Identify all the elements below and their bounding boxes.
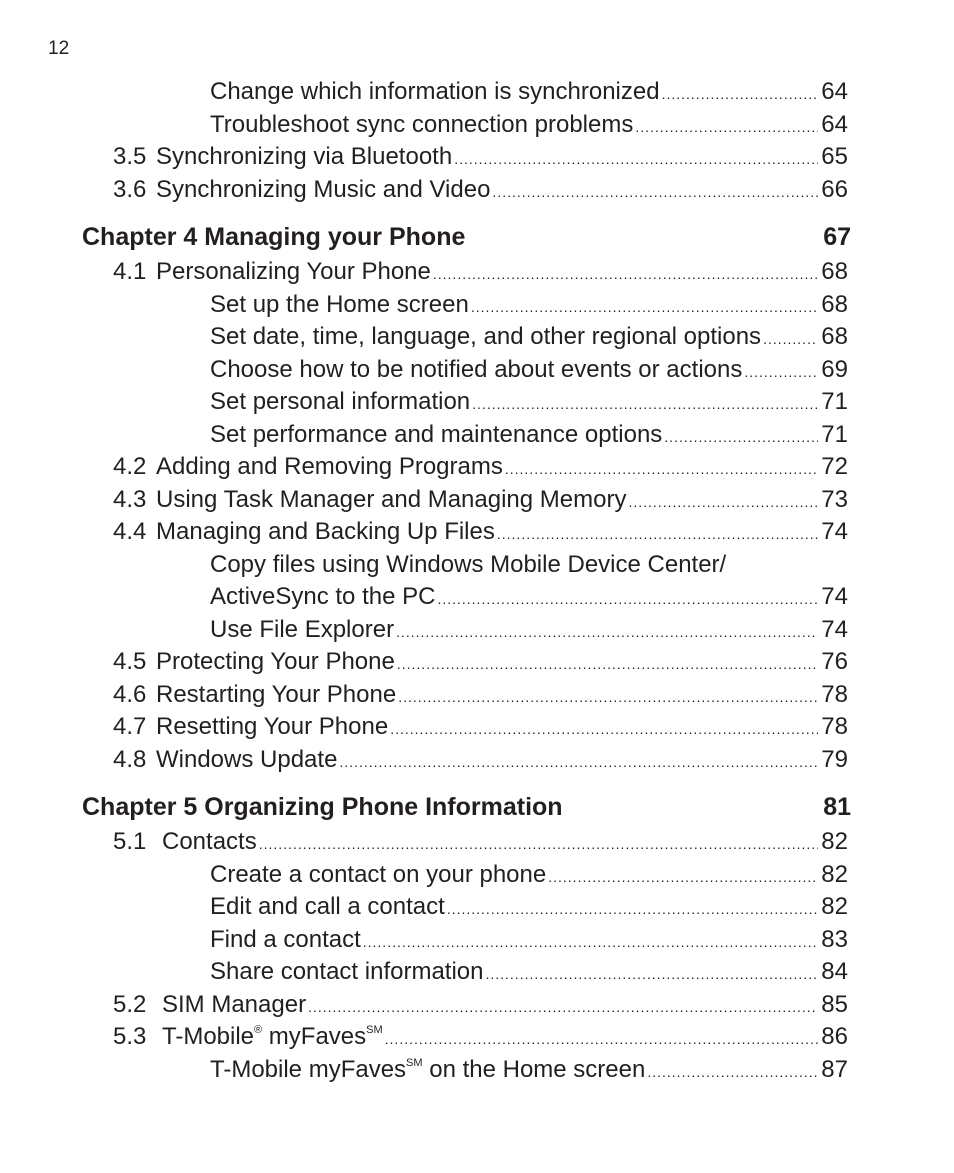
- chapter-heading[interactable]: [0, 218, 954, 256]
- entry-title: Resetting Your Phone: [156, 713, 389, 740]
- dot-leader: [447, 893, 818, 926]
- dot-leader: [647, 1056, 818, 1089]
- page-number: 12: [48, 38, 70, 59]
- entry-title: Change which information is synchronized: [210, 78, 660, 105]
- dot-leader: [437, 583, 818, 616]
- toc-entry[interactable]: [0, 76, 954, 109]
- entry-title: Set date, time, language, and other regional options: [210, 323, 762, 350]
- toc-entry[interactable]: [0, 141, 954, 174]
- entry-title: Personalizing Your Phone: [156, 258, 431, 285]
- toc-entry[interactable]: [0, 826, 954, 859]
- entry-title: Using Task Manager and Managing Memory: [156, 485, 627, 513]
- dot-leader: [744, 356, 818, 389]
- dot-leader: [472, 388, 818, 421]
- entry-page: 64: [821, 78, 848, 105]
- toc-entry[interactable]: [0, 1054, 954, 1087]
- chapter-page: 67: [823, 223, 851, 251]
- dot-leader: [363, 926, 819, 959]
- entry-page: 64: [821, 110, 848, 138]
- dot-leader: [308, 991, 818, 1024]
- section-number: 4.8: [113, 745, 147, 773]
- entry-title: Adding and Removing Programs: [156, 453, 503, 480]
- dot-leader: [397, 648, 818, 681]
- dot-leader: [390, 713, 818, 746]
- toc-entry[interactable]: [0, 711, 954, 744]
- entry-title: Restarting Your Phone: [156, 680, 397, 708]
- chapter-title: Chapter 4 Managing your Phone: [82, 223, 466, 251]
- dot-leader: [259, 828, 819, 861]
- entry-page: 68: [821, 258, 848, 285]
- entry-page: 71: [821, 388, 848, 415]
- toc-entry[interactable]: [0, 679, 954, 712]
- dot-leader: [548, 861, 818, 894]
- dot-leader: [433, 258, 818, 291]
- entry-title: Choose how to be notified about events or actions: [210, 355, 743, 383]
- entry-title: Protecting Your Phone: [156, 648, 395, 675]
- entry-title: Synchronizing via Bluetooth: [156, 143, 453, 170]
- toc-entry-line2[interactable]: [0, 581, 954, 614]
- entry-page: 86: [821, 1023, 848, 1050]
- entry-title-continuation: ActiveSync to the PC: [210, 583, 436, 610]
- toc-entry[interactable]: [0, 484, 954, 517]
- service-mark: SM: [366, 1024, 383, 1036]
- entry-title: [210, 1054, 645, 1087]
- dot-leader: [505, 453, 818, 486]
- toc-entry[interactable]: [0, 256, 954, 289]
- entry-page: 82: [821, 860, 848, 888]
- entry-page: 79: [821, 745, 848, 773]
- toc-entry[interactable]: [0, 859, 954, 892]
- chapter-page: 81: [823, 793, 851, 821]
- dot-leader: [339, 746, 818, 779]
- entry-page: 69: [821, 355, 848, 383]
- entry-title: Share contact information: [210, 958, 484, 985]
- entry-page: 82: [821, 828, 848, 855]
- entry-page: 73: [821, 485, 848, 513]
- entry-title: Edit and call a contact: [210, 893, 445, 920]
- entry-page: 87: [821, 1055, 848, 1083]
- dot-leader: [385, 1023, 819, 1056]
- section-number: 4.3: [113, 485, 147, 513]
- entry-page: 76: [821, 648, 848, 675]
- entry-title: Set personal information: [210, 388, 471, 415]
- toc-entry-line1[interactable]: [0, 549, 954, 582]
- toc-entry[interactable]: [0, 614, 954, 647]
- title-part: T-Mobile myFaves: [210, 1055, 407, 1083]
- entry-page: 65: [821, 143, 848, 170]
- section-number: 5.3: [113, 1023, 147, 1050]
- entry-page: 74: [821, 615, 848, 643]
- entry-page: 83: [821, 925, 848, 953]
- entry-title: Set up the Home screen: [210, 290, 469, 318]
- entry-title: Contacts: [162, 828, 257, 855]
- entry-page: 66: [821, 175, 848, 203]
- toc-entry[interactable]: [0, 1021, 954, 1054]
- dot-leader: [492, 176, 818, 209]
- entry-page: 71: [821, 420, 848, 448]
- entry-title: Synchronizing Music and Video: [156, 175, 491, 203]
- entry-page: 74: [821, 518, 848, 545]
- section-number: 3.5: [113, 143, 147, 170]
- entry-title: Copy files using Windows Mobile Device Center/: [210, 550, 727, 578]
- toc-entry[interactable]: [0, 289, 954, 322]
- entry-page: 82: [821, 893, 848, 920]
- toc-entry[interactable]: [0, 354, 954, 387]
- toc-entry[interactable]: [0, 419, 954, 452]
- section-number: 4.5: [113, 648, 147, 675]
- title-part: on the Home screen: [422, 1055, 646, 1083]
- dot-leader: [398, 681, 818, 714]
- section-number: 5.2: [113, 990, 147, 1018]
- toc-entry[interactable]: [0, 321, 954, 354]
- service-mark: SM: [406, 1056, 423, 1069]
- section-number: 5.1: [113, 828, 147, 855]
- chapter-heading[interactable]: [0, 788, 954, 826]
- section-number: 4.1: [113, 258, 147, 285]
- entry-page: 68: [821, 290, 848, 318]
- toc-entry[interactable]: [0, 516, 954, 549]
- dot-leader: [454, 143, 818, 176]
- registered-mark: ®: [254, 1024, 263, 1036]
- toc-entry[interactable]: [0, 174, 954, 207]
- section-number: 3.6: [113, 175, 147, 203]
- entry-page: 84: [821, 958, 848, 985]
- entry-title: Set performance and maintenance options: [210, 420, 663, 448]
- chapter-title: Chapter 5 Organizing Phone Information: [82, 793, 563, 821]
- entry-page: 78: [821, 680, 848, 708]
- entry-title: Troubleshoot sync connection problems: [210, 110, 634, 138]
- toc-entry[interactable]: [0, 924, 954, 957]
- toc-entry[interactable]: [0, 744, 954, 777]
- dot-leader: [763, 323, 818, 356]
- entry-title: [162, 1021, 383, 1054]
- entry-title: Create a contact on your phone: [210, 860, 547, 888]
- entry-title: Windows Update: [156, 745, 338, 773]
- entry-page: 72: [821, 453, 848, 480]
- title-part: myFaves: [262, 1023, 367, 1050]
- section-number: 4.6: [113, 680, 147, 708]
- title-part: T-Mobile: [162, 1023, 255, 1050]
- dot-leader: [628, 486, 818, 519]
- toc-entry[interactable]: [0, 646, 954, 679]
- dot-leader: [664, 421, 818, 454]
- entry-title: Use File Explorer: [210, 615, 395, 643]
- entry-page: 68: [821, 323, 848, 350]
- dot-leader: [635, 111, 818, 144]
- entry-title: Managing and Backing Up Files: [156, 518, 495, 545]
- entry-title: SIM Manager: [162, 990, 307, 1018]
- section-number: 4.7: [113, 713, 147, 740]
- entry-page: 78: [821, 713, 848, 740]
- dot-leader: [471, 291, 818, 324]
- toc-entry[interactable]: [0, 891, 954, 924]
- toc-entry[interactable]: [0, 989, 954, 1022]
- dot-leader: [396, 616, 818, 649]
- dot-leader: [485, 958, 818, 991]
- entry-page: 74: [821, 583, 848, 610]
- section-number: 4.4: [113, 518, 147, 545]
- toc-entry[interactable]: [0, 109, 954, 142]
- toc-entry[interactable]: [0, 451, 954, 484]
- entry-page: 85: [821, 990, 848, 1018]
- dot-leader: [497, 518, 818, 551]
- entry-title: Find a contact: [210, 925, 361, 953]
- toc-entry[interactable]: [0, 386, 954, 419]
- section-number: 4.2: [113, 453, 147, 480]
- dot-leader: [662, 78, 819, 111]
- table-of-contents: [0, 76, 954, 1086]
- toc-entry[interactable]: [0, 956, 954, 989]
